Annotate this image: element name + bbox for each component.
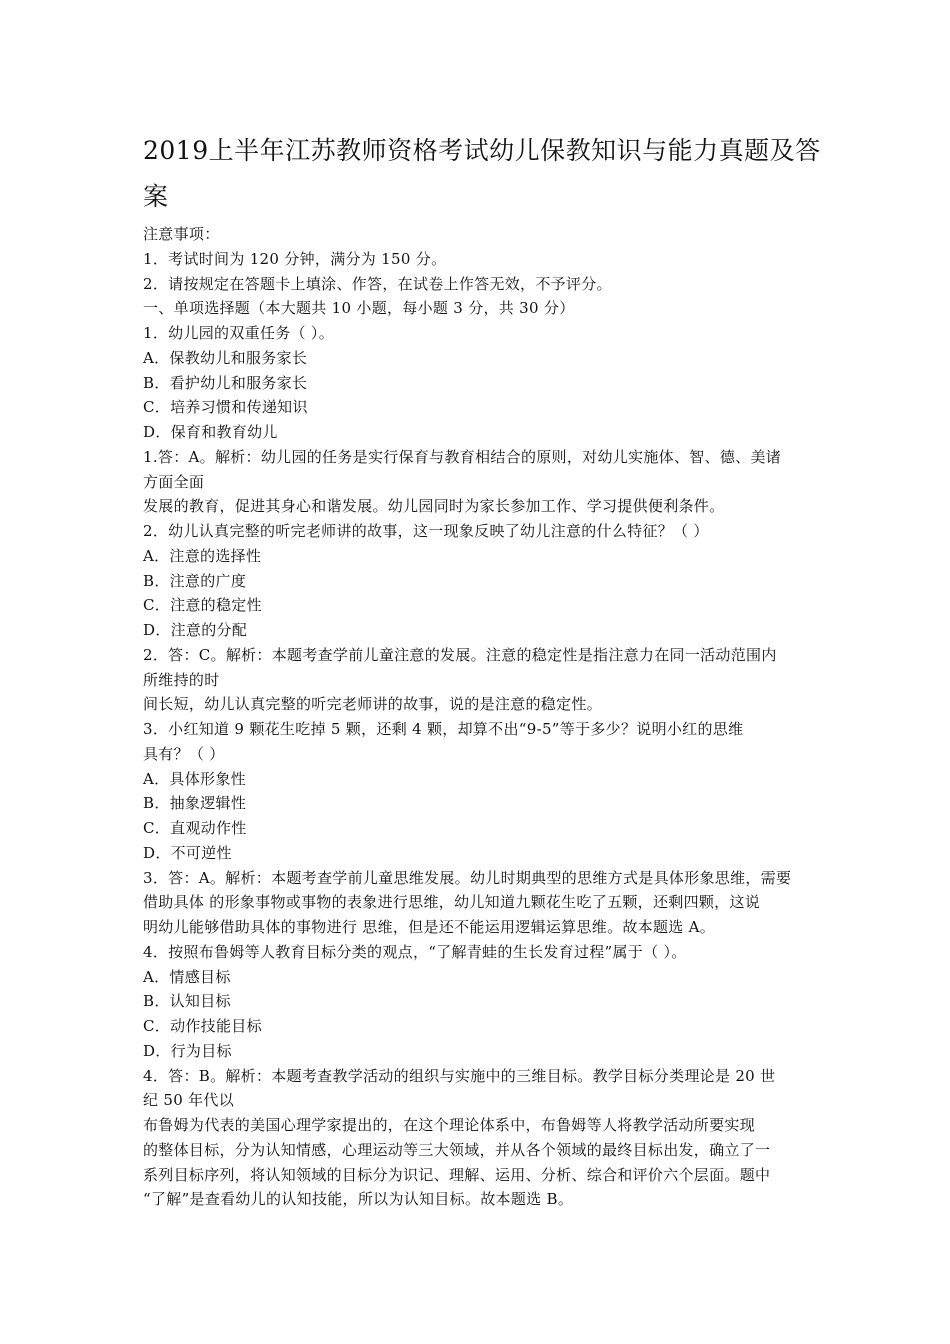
text-line: B．看护幼儿和服务家长: [143, 373, 308, 392]
text-line: 1.答：A。解析：幼儿园的任务是实行保育与教育相结合的原则，对幼儿实施体、智、德、美诸: [143, 447, 782, 466]
text-line: 4．答：B。解析：本题考查教学活动的组织与实施中的三维目标。教学目标分类理论是 20 世: [143, 1066, 776, 1085]
text-line: B．注意的广度: [143, 571, 247, 590]
text-line: 系列目标序列，将认知领域的目标分为识记、理解、运用、分析、综合和评价六个层面。题中: [143, 1165, 771, 1184]
text-line: 2．答：C。解析：本题考查学前儿童注意的发展。注意的稳定性是指注意力在同一活动范围内: [143, 645, 777, 664]
text-line: A．保教幼儿和服务家长: [143, 348, 308, 367]
text-line: D．行为目标: [143, 1041, 232, 1060]
text-line: C．注意的稳定性: [143, 596, 262, 615]
text-line: 间长短，幼儿认真完整的听完老师讲的故事，说的是注意的稳定性。: [143, 695, 603, 714]
text-line: 3．答：A。解析：本题考查学前儿童思维发展。幼儿时期典型的思维方式是具体形象思维，需要: [143, 868, 792, 887]
text-line: “了解”是查看幼儿的认知技能，所以为认知目标。故本题选 B。: [143, 1190, 574, 1209]
text-line: 借助具体 的形象事物或事物的表象进行思维，幼儿知道九颗花生吃了五颗，还剩四颗，这说: [143, 893, 761, 912]
text-line: B．抽象逻辑性: [143, 794, 247, 813]
text-line: 2．请按规定在答题卡上填涂、作答，在试卷上作答无效，不予评分。: [143, 274, 612, 293]
text-line: 纪 50 年代以: [143, 1091, 235, 1110]
text-line: 所维持的时: [143, 670, 220, 689]
text-line: B．认知目标: [143, 992, 231, 1011]
text-line: 1．幼儿园的双重任务（ ）。: [143, 324, 335, 342]
text-line: 注意事项：: [143, 225, 220, 243]
text-line: 一、单项选择题（本大题共 10 小题，每小题 3 分，共 30 分）: [143, 299, 575, 318]
text-line: D．不可逆性: [143, 843, 232, 862]
text-line: C．动作技能目标: [143, 1017, 262, 1035]
text-line: D．注意的分配: [143, 621, 248, 639]
text-line: 4．按照布鲁姆等人教育目标分类的观点，“了解青蛙的生长发育过程”属于（ ）。: [143, 942, 687, 961]
text-line: A．情感目标: [143, 967, 231, 986]
text-line: 2．幼儿认真完整的听完老师讲的故事，这一现象反映了幼儿注意的什么特征？（ ）: [143, 522, 709, 540]
text-line: 方面全面: [143, 472, 205, 491]
text-line: A．注意的选择性: [143, 546, 262, 565]
text-line: 的整体目标，分为认知情感，心理运动等三大领域，并从各个领域的最终目标出发，确立了一: [143, 1140, 771, 1159]
document-body: [143, 222, 811, 1212]
text-line: C．直观动作性: [143, 819, 247, 837]
text-line: 具有？（ ）: [143, 744, 225, 763]
document-title: 2019上半年江苏教师资格考试幼儿保教知识与能力真题及答案: [143, 136, 821, 211]
text-line: D．保育和教育幼儿: [143, 423, 278, 441]
text-line: A．具体形象性: [143, 769, 246, 788]
text-line: C．培养习惯和传递知识: [143, 398, 308, 417]
text-line: 1．考试时间为 120 分钟，满分为 150 分。: [143, 249, 447, 268]
text-line: 布鲁姆为代表的美国心理学家提出的，在这个理论体系中，布鲁姆等人将教学活动所要实现: [143, 1116, 756, 1134]
text-line: 3．小红知道 9 颗花生吃掉 5 颗，还剩 4 颗，却算不出“9-5”等于多少？说明小红的思维: [143, 720, 744, 738]
text-line: 发展的教育，促进其身心和谐发展。幼儿园同时为家长参加工作、学习提供便利条件。: [143, 497, 725, 516]
text-line: 明幼儿能够借助具体的事物进行 思维，但是还不能运用逻辑运算思维。故本题选 A。: [143, 918, 716, 936]
